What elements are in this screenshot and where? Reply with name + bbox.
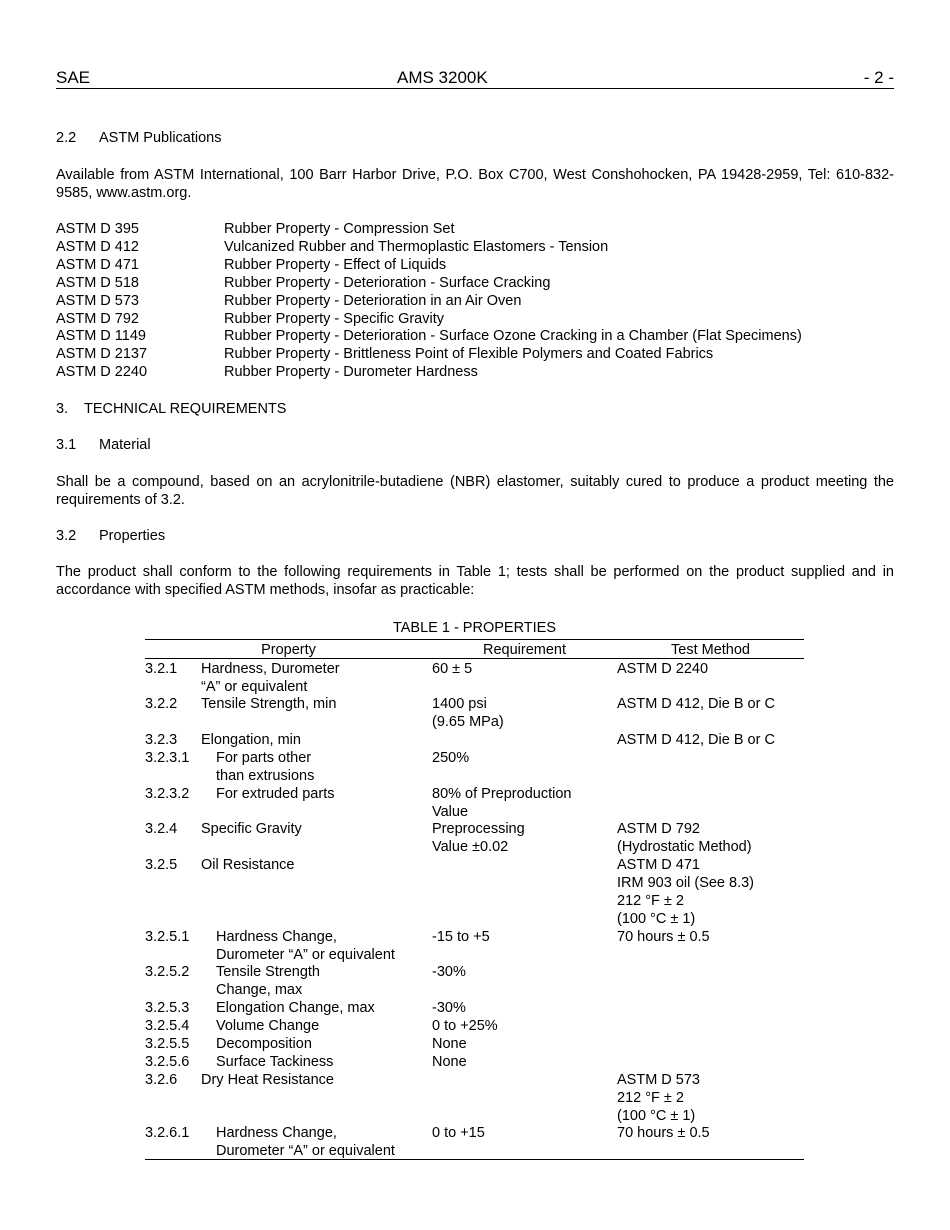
row-number: 3.2.2 [145,696,178,712]
row-method: ASTM D 792 (Hydrostatic Method) [617,821,752,855]
section-2-2-title: ASTM Publications [99,130,222,146]
row-method: ASTM D 573 212 °F ± 2 (100 °C ± 1) [617,1072,700,1124]
row-method: ASTM D 471 IRM 903 oil (See 8.3) 212 °F ± 2 (100 °C ± 1) [617,857,755,927]
astm-title: Rubber Property - Effect of Liquids [224,257,447,273]
row-requirement: -30% [432,1000,466,1016]
row-requirement: Preprocessing Value ±0.02 [432,821,525,855]
astm-code: ASTM D 395 [56,221,139,237]
row-number: 3.2.3.2 [145,786,190,802]
table-header-property: Property [261,642,316,658]
row-requirement: None [432,1054,467,1070]
section-3-1-number: 3.1 [56,437,77,453]
table-top-rule [145,639,804,640]
row-number: 3.2.5.2 [145,964,190,980]
row-number: 3.2.4 [145,821,178,837]
astm-title: Rubber Property - Specific Gravity [224,311,444,327]
row-number: 3.2.5.5 [145,1036,190,1052]
row-property: Tensile Strength Change, max [216,964,320,998]
row-number: 3.2.5.4 [145,1018,190,1034]
header-org: SAE [56,68,91,87]
row-requirement: None [432,1036,467,1052]
table-bottom-rule [145,1159,804,1160]
astm-title: Rubber Property - Deterioration in an Air Oven [224,293,522,309]
astm-availability: Available from ASTM International, 100 Barr Harbor Drive, P.O. Box C700, West Conshohocken, PA 19428-2959, Tel: 610-832-9585, www.astm.org. [56,167,894,201]
row-requirement: 1400 psi (9.65 MPa) [432,696,504,730]
header-page-number: - 2 - [863,68,894,87]
astm-title: Rubber Property - Deterioration - Surface Cracking [224,275,551,291]
row-number: 3.2.6 [145,1072,178,1088]
row-number: 3.2.5 [145,857,178,873]
row-requirement: 0 to +25% [432,1018,498,1034]
table-header-rule [145,658,804,659]
row-requirement: 60 ± 5 [432,661,473,677]
astm-title: Rubber Property - Durometer Hardness [224,364,478,380]
row-number: 3.2.3.1 [145,750,190,766]
section-3-2-title: Properties [99,528,166,544]
astm-title: Rubber Property - Deterioration - Surface Ozone Cracking in a Chamber (Flat Specimens) [224,328,802,344]
row-method: ASTM D 412, Die B or C [617,696,775,712]
section-2-2-number: 2.2 [56,130,77,146]
row-property: Specific Gravity [201,821,302,837]
row-property: Tensile Strength, min [201,696,337,712]
row-requirement: -30% [432,964,466,980]
section-3-1-title: Material [99,437,151,453]
row-requirement: 0 to +15 [432,1125,485,1141]
row-method: ASTM D 2240 [617,661,709,677]
astm-code: ASTM D 2137 [56,346,148,362]
row-number: 3.2.5.1 [145,929,190,945]
row-method: ASTM D 412, Die B or C [617,732,775,748]
row-number: 3.2.6.1 [145,1125,190,1141]
astm-code: ASTM D 2240 [56,364,148,380]
astm-title: Rubber Property - Compression Set [224,221,455,237]
header-doc-number: AMS 3200K [397,68,488,87]
row-property: Elongation Change, max [216,1000,375,1016]
table-title: TABLE 1 - PROPERTIES [392,620,557,636]
row-property: Surface Tackiness [216,1054,334,1070]
row-property: Hardness Change, Durometer “A” or equivalent [216,1125,395,1159]
row-number: 3.2.3 [145,732,178,748]
row-property: Oil Resistance [201,857,295,873]
row-property: Elongation, min [201,732,301,748]
astm-code: ASTM D 573 [56,293,139,309]
astm-code: ASTM D 792 [56,311,139,327]
properties-text: The product shall conform to the following requirements in Table 1; tests shall be performed on the product supplied and in accordance with specified ASTM methods, insofar as practicable: [56,564,894,598]
row-property: Volume Change [216,1018,320,1034]
row-property: For parts other than extrusions [216,750,315,784]
row-property: Dry Heat Resistance [201,1072,334,1088]
row-property: Decomposition [216,1036,312,1052]
astm-code: ASTM D 471 [56,257,139,273]
page-header [56,68,894,89]
astm-code: ASTM D 518 [56,275,139,291]
astm-title: Vulcanized Rubber and Thermoplastic Elastomers - Tension [224,239,609,255]
section-3-number: 3. [56,401,69,417]
row-requirement: -15 to +5 [432,929,490,945]
row-number: 3.2.5.6 [145,1054,190,1070]
material-text: Shall be a compound, based on an acrylonitrile-butadiene (NBR) elastomer, suitably cured to produce a product meeting the requirements of 3.2. [56,474,894,508]
row-number: 3.2.1 [145,661,178,677]
row-property: For extruded parts [216,786,335,802]
row-property: Hardness, Durometer “A” or equivalent [201,661,340,695]
section-3-2-number: 3.2 [56,528,77,544]
row-method: 70 hours ± 0.5 [617,1125,710,1141]
table-header-requirement: Requirement [482,642,566,658]
row-requirement: 250% [432,750,470,766]
row-number: 3.2.5.3 [145,1000,190,1016]
section-3-title: TECHNICAL REQUIREMENTS [84,401,287,417]
astm-code: ASTM D 1149 [56,328,146,344]
row-method: 70 hours ± 0.5 [617,929,710,945]
row-property: Hardness Change, Durometer “A” or equivalent [216,929,395,963]
table-header-method: Test Method [671,642,750,658]
astm-code: ASTM D 412 [56,239,139,255]
astm-title: Rubber Property - Brittleness Point of Flexible Polymers and Coated Fabrics [224,346,714,362]
row-requirement: 80% of Preproduction Value [432,786,572,820]
